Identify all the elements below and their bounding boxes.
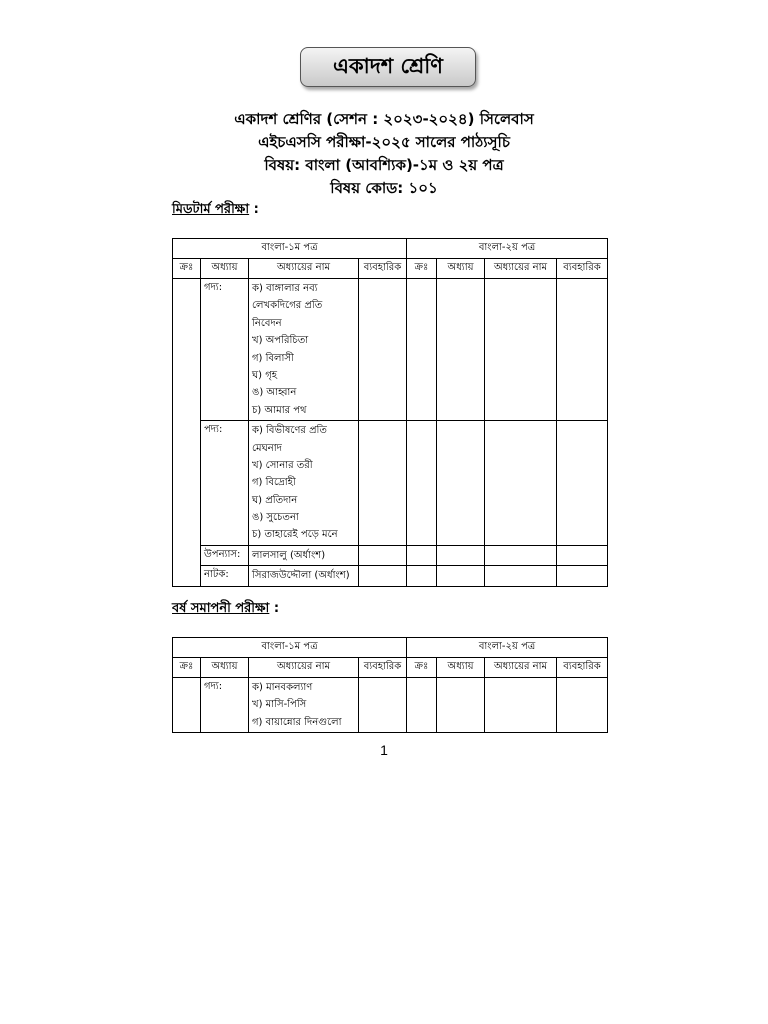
heading-line-3: বিষয়: বাংলা (আবশ্যিক)-১ম ও ২য় পত্র [264,156,504,174]
col-serial: ক্রঃ [173,259,201,279]
empty-cell [485,279,557,421]
list-item: সিরাজউদ্দৌলা (অর্ধাংশ) [252,570,350,582]
empty-cell [485,545,557,565]
table-row [173,421,608,546]
col-chapter: অধ্যায় [437,658,485,678]
empty-cell [437,421,485,546]
final-table [172,637,608,733]
empty-cell [437,279,485,421]
col-practical: ব্যবহারিক [557,259,608,279]
chapter-cell: গদ্য: [201,678,249,733]
midterm-label [172,200,259,221]
col-serial: ক্রঃ [407,259,437,279]
serial-cell [173,279,201,587]
list-item: মেঘনাদ [252,442,282,454]
list-item: খ) অপরিচিতা [252,335,309,347]
col-chapter-name: অধ্যায়ের নাম [485,658,557,678]
list-item: ক) মানবকল্যাণ [252,682,313,693]
empty-cell [485,421,557,546]
practical-cell [359,421,407,546]
title-text: একাদশ শ্রেণি [332,53,444,78]
empty-cell [407,279,437,421]
page-number: 1 [380,742,388,758]
col-chapter: অধ্যায় [437,259,485,279]
list-item: গ) বিলাসী [252,352,294,364]
practical-cell [359,678,407,733]
empty-cell [437,566,485,586]
empty-cell [485,678,557,733]
chapter-cell: উপন্যাস: [201,545,249,565]
list-item: ঙ) সুচেতনা [252,512,299,524]
chapter-name-cell [249,566,359,586]
list-item: লেখকদিগের প্রতি [252,300,323,312]
heading-line-2: এইচএসসি পরীক্ষা-২০২৫ সালের পাঠ্যসূচি [258,133,510,151]
col-practical: ব্যবহারিক [359,259,407,279]
list-item: ঙ) আহ্বান [252,387,297,399]
final-label-text: বর্ষ সমাপনী পরীক্ষা [172,601,270,616]
final-paper1-header: বাংলা-১ম পত্র [173,638,407,658]
empty-cell [485,566,557,586]
list-item: খ) মাসি-পিসি [252,699,307,711]
list-item: খ) সোনার তরী [252,459,313,471]
chapter-name-cell [249,545,359,565]
list-item: ক) বিভীষণের প্রতি [252,425,327,437]
empty-cell [557,678,608,733]
chapter-name-cell [249,421,359,546]
col-practical: ব্যবহারিক [359,658,407,678]
list-item: লালসালু (অর্ধাংশ) [252,549,326,561]
col-chapter: অধ্যায় [201,259,249,279]
final-column-headers [173,658,608,678]
empty-cell [557,566,608,586]
empty-cell [407,545,437,565]
final-label [172,599,279,620]
chapter-name-cell [249,678,359,733]
practical-cell [359,545,407,565]
empty-cell [407,421,437,546]
list-item: চ) তাহারেই পড়ে মনে [252,529,338,541]
chapter-cell: গদ্য: [201,279,249,421]
chapter-cell: নাটক: [201,566,249,586]
col-chapter: অধ্যায় [201,658,249,678]
serial-cell [173,678,201,733]
empty-cell [437,545,485,565]
empty-cell [557,279,608,421]
col-chapter-name: অধ্যায়ের নাম [249,259,359,279]
heading-line-1: একাদশ শ্রেণির (সেশন : ২০২৩-২০২৪) সিলেবাস [234,110,534,128]
empty-cell [407,678,437,733]
table-row [173,279,608,421]
midterm-label-text: মিডটার্ম পরীক্ষা [172,202,250,217]
final-paper2-header: বাংলা-২য় পত্র [407,638,608,658]
title-box [300,47,476,87]
list-item: ক) বাঙ্গালার নব্য [252,283,318,294]
final-label-colon: : [269,601,280,616]
midterm-paper1-header: বাংলা-১ম পত্র [173,239,407,259]
list-item: গ) বিদ্রোহী [252,477,296,489]
chapter-name-cell [249,279,359,421]
midterm-column-headers [173,259,608,279]
col-chapter-name: অধ্যায়ের নাম [485,259,557,279]
midterm-table [172,238,608,587]
table-row [173,566,608,586]
table-row [173,678,608,733]
col-practical: ব্যবহারিক [557,658,608,678]
list-item: চ) আমার পথ [252,404,307,416]
table-row [173,545,608,565]
midterm-label-colon: : [249,202,259,217]
practical-cell [359,279,407,421]
empty-cell [437,678,485,733]
list-item: ঘ) গৃহ [252,369,278,381]
heading-line-4: বিষয় কোড: ১০১ [330,179,438,197]
empty-cell [557,545,608,565]
practical-cell [359,566,407,586]
midterm-paper2-header: বাংলা-২য় পত্র [407,239,608,259]
col-serial: ক্রঃ [407,658,437,678]
list-item: গ) বায়ান্নোর দিনগুলো [252,716,342,728]
col-chapter-name: অধ্যায়ের নাম [249,658,359,678]
empty-cell [557,421,608,546]
list-item: নিবেদন [252,317,282,329]
col-serial: ক্রঃ [173,658,201,678]
list-item: ঘ) প্রতিদান [252,494,298,506]
chapter-cell: পদ্য: [201,421,249,546]
empty-cell [407,566,437,586]
